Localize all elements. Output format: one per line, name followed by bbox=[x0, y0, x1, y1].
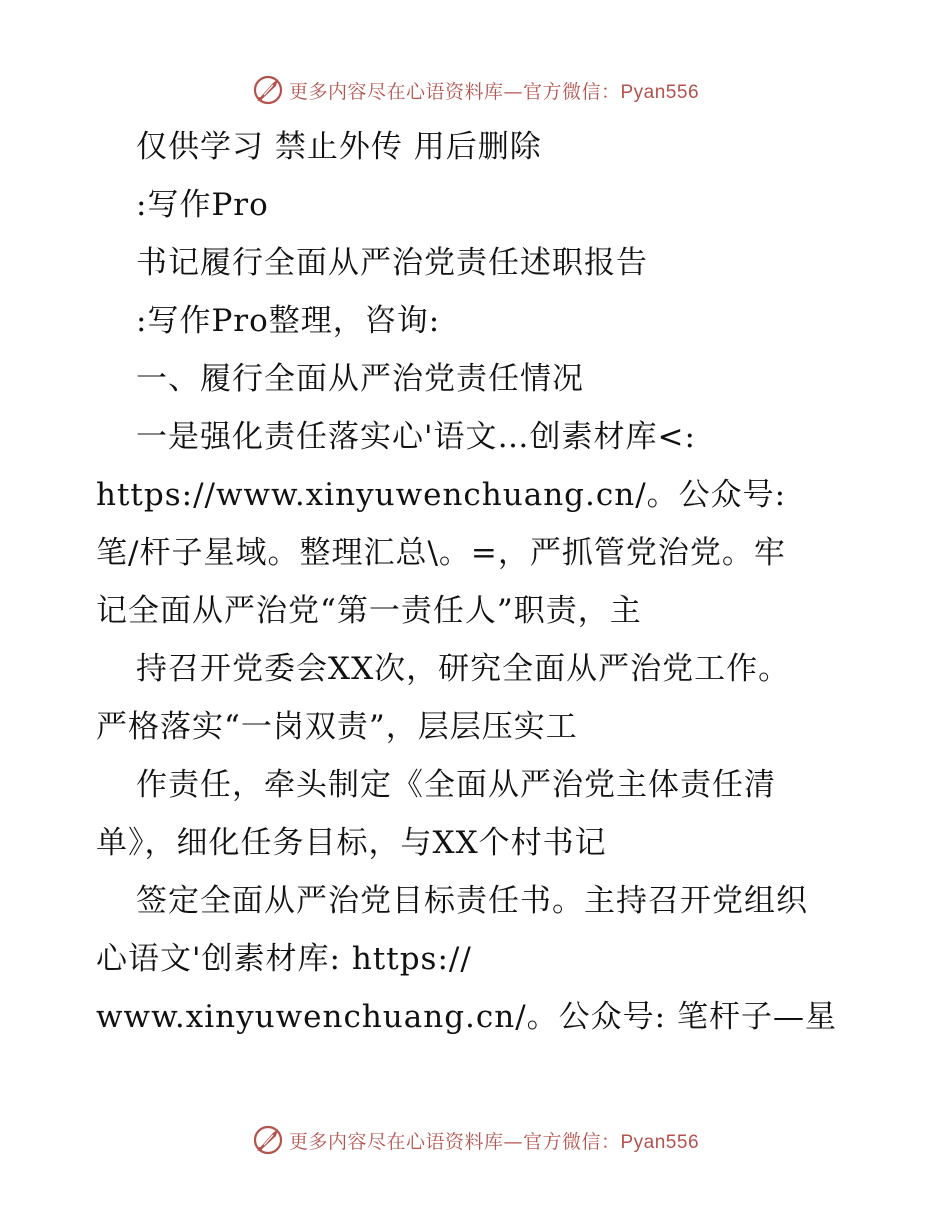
watermark-wechat-label: 官方微信： bbox=[522, 1130, 621, 1153]
document-line: www.xinyuwenchuang.cn/。公众号: 笔杆子—星 bbox=[96, 999, 837, 1035]
watermark-wechat-label: 官方微信： bbox=[522, 80, 621, 103]
document-line: 一是强化责任落实心'语文…创素材库<: bbox=[136, 419, 696, 455]
watermark-wechat-id: Pyan556 bbox=[620, 1131, 700, 1153]
document-line: 单》，细化任务目标，与XX个村书记 bbox=[96, 825, 607, 861]
document-line: :写作Pro bbox=[136, 187, 269, 223]
quill-pen-logo-icon bbox=[251, 73, 285, 107]
watermark-separator: — bbox=[503, 80, 523, 103]
watermark-separator: — bbox=[503, 1130, 523, 1153]
watermark-brand: 更多内容尽在心语资料库 bbox=[288, 80, 504, 103]
document-line: 一、履行全面从严治党责任情况 bbox=[136, 361, 584, 397]
document-line: 签定全面从严治党目标责任书。主持召开党组织 bbox=[136, 883, 808, 919]
watermark-brand: 更多内容尽在心语资料库 bbox=[288, 1130, 504, 1153]
watermark-wechat-id: Pyan556 bbox=[620, 81, 700, 103]
watermark-text bbox=[289, 1127, 699, 1154]
document-line: 严格落实“一岗双责”，层层压实工 bbox=[96, 709, 578, 745]
document-line: 仅供学习 禁止外传 用后删除 bbox=[136, 129, 542, 165]
quill-pen-logo-icon bbox=[251, 1123, 285, 1157]
footer-watermark bbox=[0, 1120, 950, 1160]
document-line: 持召开党委会XX次，研究全面从严治党工作。 bbox=[136, 651, 791, 687]
document-line: :写作Pro整理，咨询: bbox=[136, 303, 441, 339]
document-line: 心语文'创素材库: https:// bbox=[96, 941, 472, 977]
document-line: https://www.xinyuwenchuang.cn/。公众号: bbox=[96, 477, 787, 513]
document-line: 作责任，牵头制定《全面从严治党主体责任清 bbox=[136, 767, 776, 803]
document-line: 书记履行全面从严治党责任述职报告 bbox=[136, 245, 648, 281]
header-watermark bbox=[0, 70, 950, 110]
watermark-text bbox=[289, 77, 699, 104]
document-body bbox=[96, 118, 856, 1046]
document-line: 笔/杆子星域。整理汇总\。=，严抓管党治党。牢 bbox=[96, 535, 786, 571]
document-line: 记全面从严治党“第一责任人”职责，主 bbox=[96, 593, 642, 629]
